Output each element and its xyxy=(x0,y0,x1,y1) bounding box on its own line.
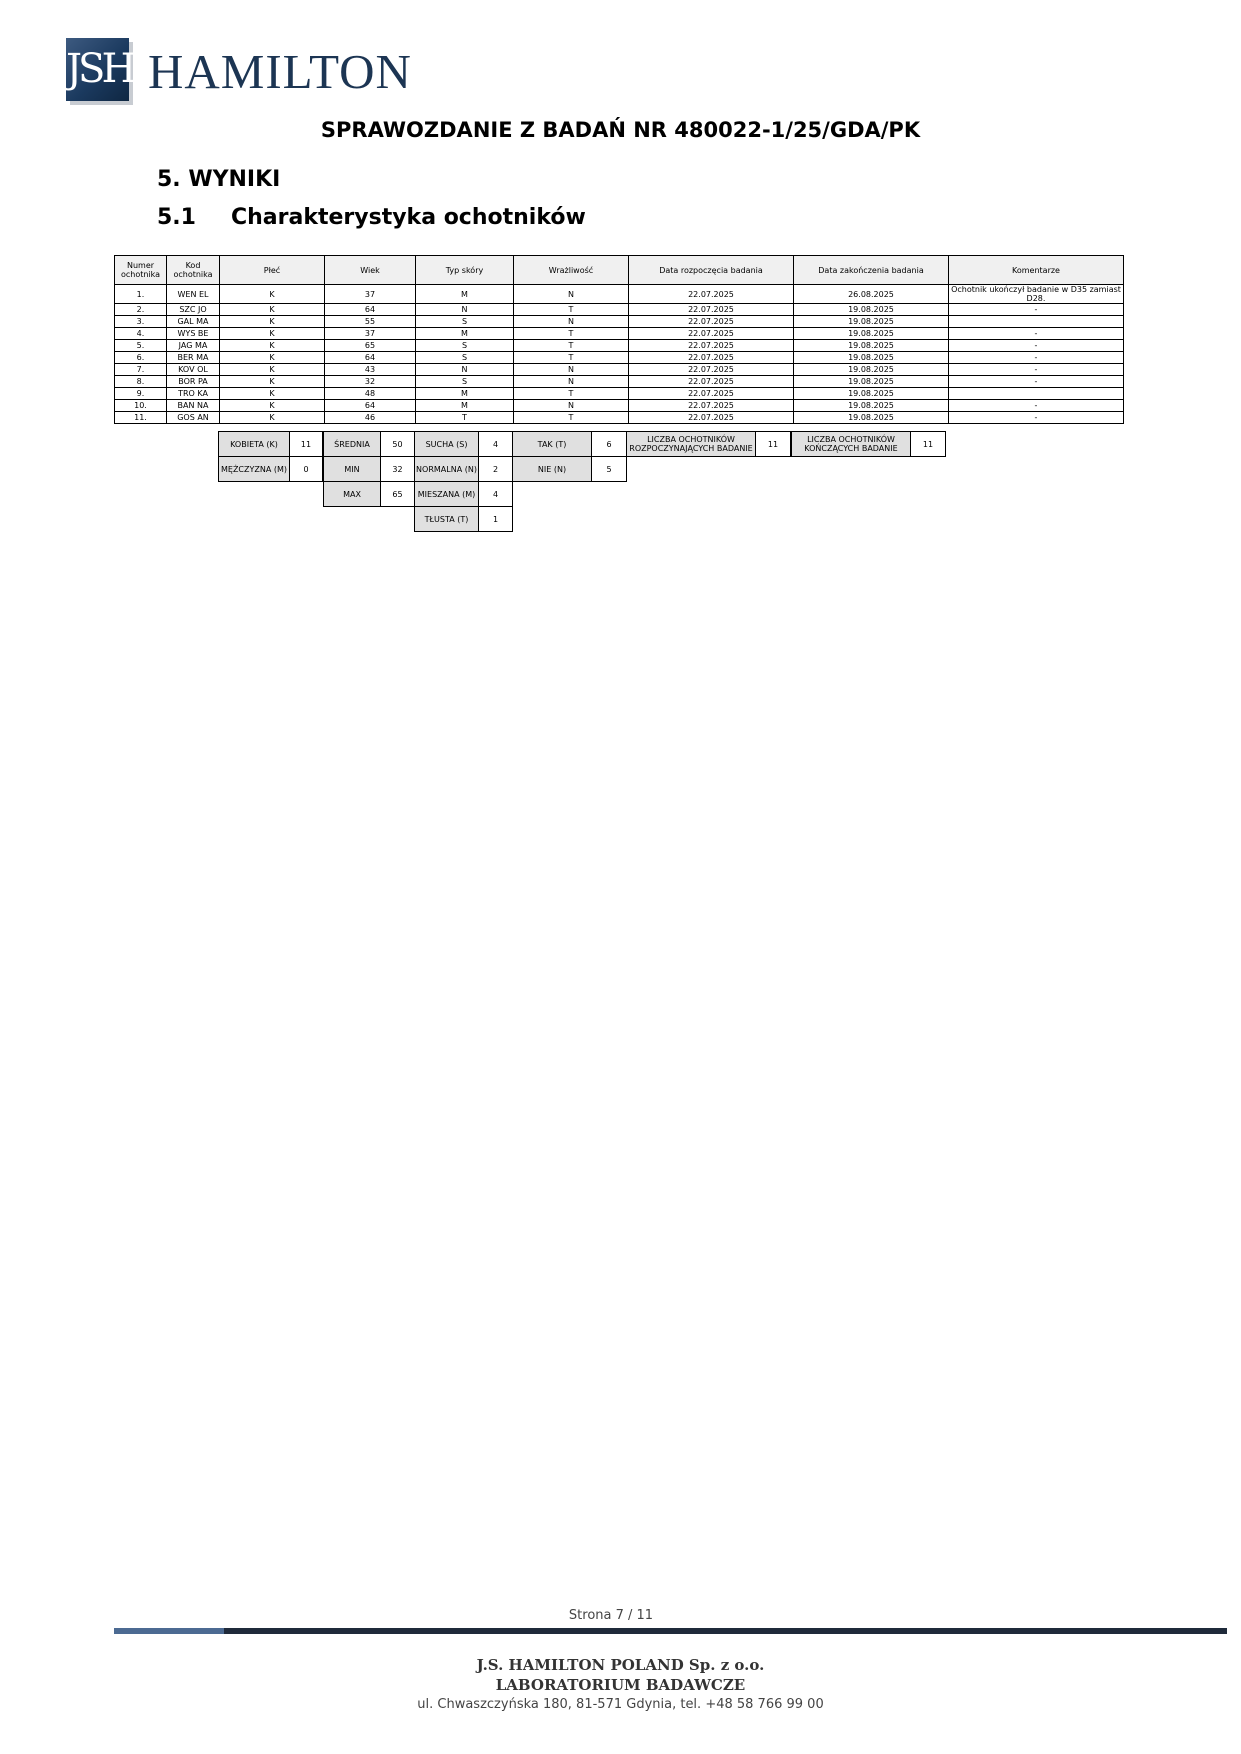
table-cell: N xyxy=(514,316,629,328)
table-row xyxy=(115,412,1124,424)
table-cell: 19.08.2025 xyxy=(794,304,949,316)
table-cell: 19.08.2025 xyxy=(794,376,949,388)
table-cell: - xyxy=(949,400,1124,412)
table-cell: M xyxy=(416,328,514,340)
table-cell: 2. xyxy=(115,304,167,316)
table-cell: T xyxy=(514,388,629,400)
summary-label: MAX xyxy=(324,482,381,507)
header-cell: Numer ochotnika xyxy=(115,256,167,285)
table-cell: S xyxy=(416,376,514,388)
table-cell: 7. xyxy=(115,364,167,376)
section-heading: 5. WYNIKI xyxy=(157,167,281,192)
table-cell: 19.08.2025 xyxy=(794,364,949,376)
table-cell: T xyxy=(514,352,629,364)
table-cell: 22.07.2025 xyxy=(629,328,794,340)
summary-label: MIESZANA (M) xyxy=(415,482,479,507)
summary-value: 0 xyxy=(290,457,323,482)
table-cell: 19.08.2025 xyxy=(794,340,949,352)
footer-divider xyxy=(114,1628,1227,1634)
table-row xyxy=(115,376,1124,388)
table-cell: 22.07.2025 xyxy=(629,376,794,388)
age-summary xyxy=(323,431,415,507)
logo-text: HAMILTON xyxy=(148,44,412,99)
table-cell: 37 xyxy=(325,285,416,304)
table-cell: M xyxy=(416,388,514,400)
summary-value: 4 xyxy=(479,482,513,507)
sensitivity-summary xyxy=(512,431,627,482)
table-cell: 11. xyxy=(115,412,167,424)
table-cell: K xyxy=(220,388,325,400)
table-cell: T xyxy=(514,328,629,340)
table-cell: K xyxy=(220,340,325,352)
table-cell: S xyxy=(416,352,514,364)
summary-value: 5 xyxy=(592,457,627,482)
summary-label: NIE (N) xyxy=(513,457,592,482)
header-cell: Wrażliwość xyxy=(514,256,629,285)
footer-company: J.S. HAMILTON POLAND Sp. z o.o. xyxy=(476,1656,765,1674)
table-cell: - xyxy=(949,352,1124,364)
table-cell: 19.08.2025 xyxy=(794,328,949,340)
table-cell: Ochotnik ukończył badanie w D35 zamiast D28. xyxy=(949,285,1124,304)
table-cell: 19.08.2025 xyxy=(794,352,949,364)
summary-value: 32 xyxy=(381,457,415,482)
footer-lab: LABORATORIUM BADAWCZE xyxy=(495,1676,746,1694)
table-cell: 65 xyxy=(325,340,416,352)
table-cell: 19.08.2025 xyxy=(794,400,949,412)
table-cell: K xyxy=(220,316,325,328)
header-cell: Wiek xyxy=(325,256,416,285)
summary-value: 65 xyxy=(381,482,415,507)
table-cell: S xyxy=(416,340,514,352)
table-cell: 64 xyxy=(325,400,416,412)
table-cell: 64 xyxy=(325,304,416,316)
summary-value: 50 xyxy=(381,432,415,457)
table-cell: K xyxy=(220,285,325,304)
table-cell: 22.07.2025 xyxy=(629,285,794,304)
table-cell: N xyxy=(514,400,629,412)
table-cell: 64 xyxy=(325,352,416,364)
table-cell: 3. xyxy=(115,316,167,328)
table-cell: 22.07.2025 xyxy=(629,340,794,352)
table-cell: K xyxy=(220,364,325,376)
table-cell: 26.08.2025 xyxy=(794,285,949,304)
summary-label: TŁUSTA (T) xyxy=(415,507,479,532)
table-row xyxy=(115,316,1124,328)
subsection-title: Charakterystyka ochotników xyxy=(231,205,586,230)
table-cell: JAG MA xyxy=(167,340,220,352)
page-number: Strona 7 / 11 xyxy=(568,1608,654,1623)
table-cell: 55 xyxy=(325,316,416,328)
table-cell: KOV OL xyxy=(167,364,220,376)
table-cell: 32 xyxy=(325,376,416,388)
table-cell: - xyxy=(949,328,1124,340)
table-cell: 4. xyxy=(115,328,167,340)
table-row xyxy=(115,304,1124,316)
table-cell: SZC JO xyxy=(167,304,220,316)
gender-summary xyxy=(218,431,323,482)
start-count-summary xyxy=(626,431,791,457)
table-cell: BOR PA xyxy=(167,376,220,388)
header-cell: Komentarze xyxy=(949,256,1124,285)
table-cell: WEN EL xyxy=(167,285,220,304)
summary-value: 2 xyxy=(479,457,513,482)
table-row xyxy=(115,364,1124,376)
table-cell: - xyxy=(949,340,1124,352)
table-header-row xyxy=(115,256,1124,285)
header-cell: Kod ochotnika xyxy=(167,256,220,285)
table-cell: BAN NA xyxy=(167,400,220,412)
table-cell: 8. xyxy=(115,376,167,388)
table-cell: 22.07.2025 xyxy=(629,316,794,328)
table-cell xyxy=(949,316,1124,328)
table-cell: 9. xyxy=(115,388,167,400)
table-row xyxy=(115,328,1124,340)
summary-label: MĘŻCZYZNA (M) xyxy=(219,457,290,482)
table-cell: 10. xyxy=(115,400,167,412)
footer-divider-accent xyxy=(114,1628,224,1634)
report-title: SPRAWOZDANIE Z BADAŃ NR 480022-1/25/GDA/PK xyxy=(320,118,921,142)
table-cell: 22.07.2025 xyxy=(629,352,794,364)
table-row xyxy=(115,352,1124,364)
table-cell: 22.07.2025 xyxy=(629,412,794,424)
table-cell: 46 xyxy=(325,412,416,424)
summary-value: 11 xyxy=(756,432,791,457)
table-cell: - xyxy=(949,304,1124,316)
table-cell: K xyxy=(220,412,325,424)
header-cell: Płeć xyxy=(220,256,325,285)
summary-label: NORMALNA (N) xyxy=(415,457,479,482)
table-cell: T xyxy=(514,412,629,424)
company-logo xyxy=(66,38,416,106)
table-cell: 22.07.2025 xyxy=(629,304,794,316)
summary-label: ŚREDNIA xyxy=(324,432,381,457)
table-cell: 22.07.2025 xyxy=(629,388,794,400)
summary-value: 4 xyxy=(479,432,513,457)
summary-label: TAK (T) xyxy=(513,432,592,457)
summary-label: KOBIETA (K) xyxy=(219,432,290,457)
table-cell: N xyxy=(416,304,514,316)
footer-address: ul. Chwaszczyńska 180, 81-571 Gdynia, tel. +48 58 766 99 00 xyxy=(417,1697,824,1712)
table-cell: 19.08.2025 xyxy=(794,412,949,424)
table-row xyxy=(115,388,1124,400)
table-cell: GOS AN xyxy=(167,412,220,424)
table-cell: T xyxy=(514,340,629,352)
volunteers-table xyxy=(114,255,1124,424)
table-cell xyxy=(949,388,1124,400)
table-row xyxy=(115,400,1124,412)
table-cell: S xyxy=(416,316,514,328)
table-cell: 22.07.2025 xyxy=(629,364,794,376)
table-cell: T xyxy=(514,304,629,316)
table-cell: - xyxy=(949,376,1124,388)
subsection-number: 5.1 xyxy=(157,205,196,230)
table-row xyxy=(115,340,1124,352)
table-cell: 1. xyxy=(115,285,167,304)
table-cell: 22.07.2025 xyxy=(629,400,794,412)
table-cell: 43 xyxy=(325,364,416,376)
table-cell: 37 xyxy=(325,328,416,340)
table-cell: K xyxy=(220,328,325,340)
table-cell: WYS BE xyxy=(167,328,220,340)
table-cell: K xyxy=(220,352,325,364)
table-cell: T xyxy=(416,412,514,424)
table-cell: TRO KA xyxy=(167,388,220,400)
summary-label: LICZBA OCHOTNIKÓW ROZPOCZYNAJĄCYCH BADANIE xyxy=(627,432,756,457)
header-cell: Data rozpoczęcia badania xyxy=(629,256,794,285)
table-cell: M xyxy=(416,400,514,412)
table-cell: N xyxy=(514,364,629,376)
skin-type-summary xyxy=(414,431,513,532)
table-cell: K xyxy=(220,304,325,316)
header-cell: Typ skóry xyxy=(416,256,514,285)
summary-label: LICZBA OCHOTNIKÓW KOŃCZĄCYCH BADANIE xyxy=(792,432,911,457)
logo-mark: JSH xyxy=(66,38,129,101)
table-cell: 48 xyxy=(325,388,416,400)
subsection-heading xyxy=(157,205,586,230)
table-cell: - xyxy=(949,364,1124,376)
table-row xyxy=(115,285,1124,304)
summary-value: 1 xyxy=(479,507,513,532)
table-cell: K xyxy=(220,376,325,388)
summary-label: SUCHA (S) xyxy=(415,432,479,457)
summary-value: 11 xyxy=(290,432,323,457)
table-cell: 5. xyxy=(115,340,167,352)
table-cell: N xyxy=(514,285,629,304)
table-cell: K xyxy=(220,400,325,412)
table-cell: 19.08.2025 xyxy=(794,388,949,400)
table-cell: M xyxy=(416,285,514,304)
table-cell: GAL MA xyxy=(167,316,220,328)
summary-value: 11 xyxy=(911,432,946,457)
table-cell: 19.08.2025 xyxy=(794,316,949,328)
end-count-summary xyxy=(791,431,946,457)
summary-label: MIN xyxy=(324,457,381,482)
table-cell: - xyxy=(949,412,1124,424)
summary-value: 6 xyxy=(592,432,627,457)
table-cell: 6. xyxy=(115,352,167,364)
table-cell: N xyxy=(416,364,514,376)
table-cell: BER MA xyxy=(167,352,220,364)
table-cell: N xyxy=(514,376,629,388)
header-cell: Data zakończenia badania xyxy=(794,256,949,285)
